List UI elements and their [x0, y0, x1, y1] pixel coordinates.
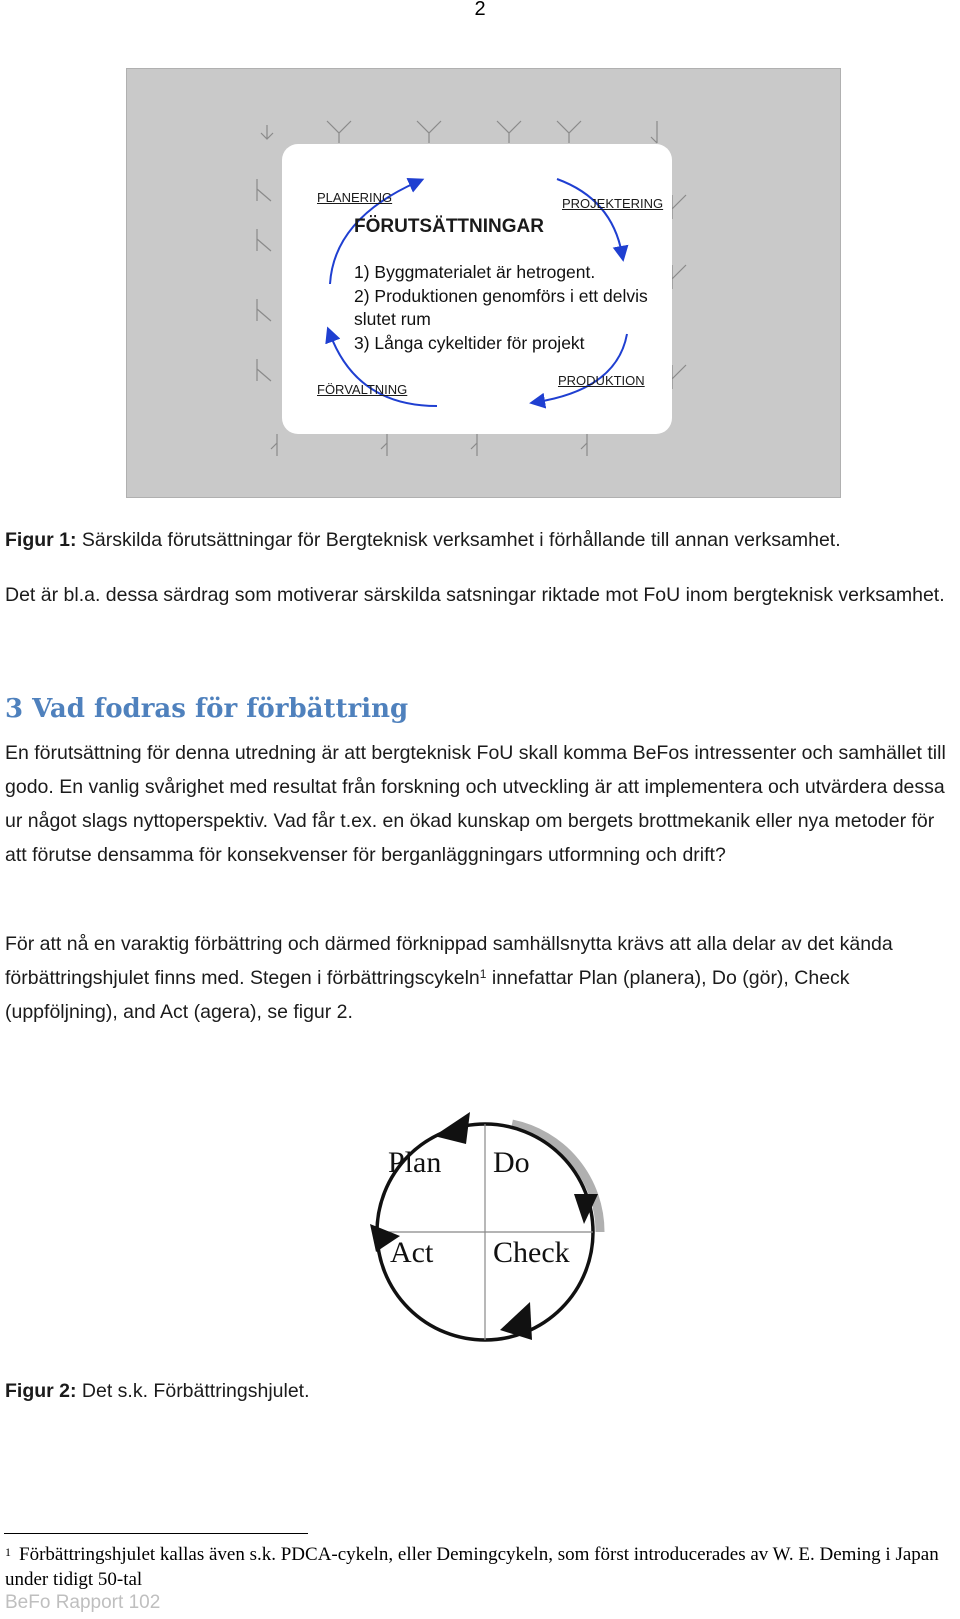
paragraph-3	[5, 927, 955, 1029]
footnote-rule	[4, 1533, 308, 1534]
wheel-do: Do	[493, 1146, 530, 1179]
footnote-number: 1	[5, 1545, 11, 1559]
card-item-3: 3) Långa cykeltider för projekt	[354, 333, 585, 353]
card-item-1: 1) Byggmaterialet är hetrogent.	[354, 262, 596, 282]
footnote-text: Förbättringshjulet kallas även s.k. PDCA-cykeln, eller Demingcykeln, som först introducerades av W. E. Deming i Japan under tidigt 50-tal	[5, 1544, 939, 1590]
label-forvaltning: FÖRVALTNING	[317, 382, 408, 397]
paragraph-1: Det är bl.a. dessa särdrag som motiverar särskilda satsningar riktade mot FoU inom bergteknisk verksamhet.	[5, 584, 945, 606]
figure-1	[126, 68, 841, 498]
wheel-act: Act	[390, 1236, 434, 1269]
page-number: 2	[474, 0, 486, 20]
wheel-check: Check	[493, 1236, 570, 1269]
card-item-2b: slutet rum	[354, 309, 431, 329]
wheel-plan: Plan	[388, 1146, 442, 1179]
caption-2-label: Figur 2:	[5, 1380, 77, 1402]
figure-1-caption	[5, 523, 960, 557]
figure-2-caption	[5, 1374, 960, 1408]
pdca-wheel	[370, 1112, 610, 1352]
caption-1-text: Särskilda förutsättningar för Bergteknisk verksamhet i förhållande till annan verksamhet.	[76, 529, 841, 551]
arrowhead-bottom	[500, 1302, 532, 1340]
paragraph-3-before: För att nå en varaktig förbättring och därmed förknippad samhällsnytta krävs att alla delar av det kända förbättringshjulet finns med. Stegen i förbättringscykeln	[5, 933, 893, 989]
caption-2-text: Det s.k. Förbättringshjulet.	[76, 1380, 310, 1402]
label-projektering: PROJEKTERING	[562, 196, 664, 211]
footnote-ref[interactable]: 1	[479, 967, 487, 981]
card-title: FÖRUTSÄTTNINGAR	[354, 216, 544, 237]
paragraph-3-after: innefattar Plan (planera), Do (gör), Check (uppföljning), and Act (agera), se figur 2.	[5, 967, 850, 1023]
label-produktion: PRODUKTION	[558, 373, 645, 388]
label-planering: PLANERING	[317, 190, 393, 205]
caption-1-label: Figur 1:	[5, 529, 77, 551]
section-heading: 3 Vad fodras för förbättring	[5, 694, 409, 724]
footnote	[5, 1542, 955, 1592]
prerequisites-card	[282, 144, 672, 434]
paragraph-2: En förutsättning för denna utredning är att bergteknisk FoU skall komma BeFos intressenter och samhället till godo. En vanlig svårighet med resultat från forskning och utveckling är att implementera och utvärdera dessa ur något slags nyttoperspektiv. Vad får t.ex. en ökad kunskap om bergets brottmekanik eller nya metoder för att förutse densamma för konsekvenser för berganläggningars utformning och drift?	[5, 742, 946, 866]
card-item-2: 2) Produktionen genomförs i ett delvis	[354, 286, 648, 306]
page-footer: BeFo Rapport 102	[5, 1592, 161, 1613]
arrowhead-top	[434, 1112, 470, 1144]
